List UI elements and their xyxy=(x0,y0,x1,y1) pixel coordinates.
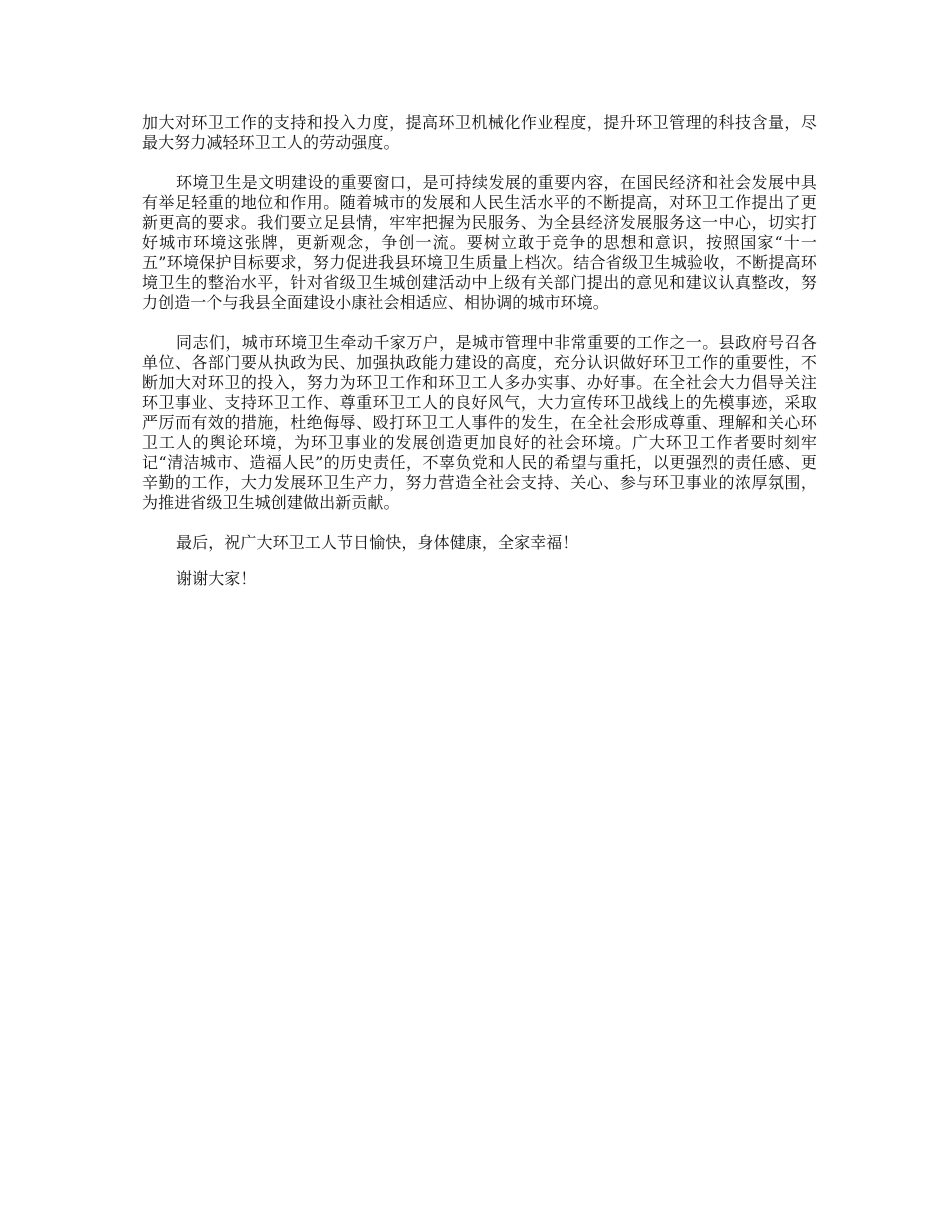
paragraph-comrades: 同志们，城市环境卫生牵动千家万户，是城市管理中非常重要的工作之一。县政府号召各单位、各部门要从执政为民、加强执政能力建设的高度，充分认识做好环卫工作的重要性，不断加大对环卫的投入，努力为环卫工作和环卫工人多办实事、办好事。在全社会大力倡导关注环卫事业、支持环卫工作、尊重环卫工人的良好风气，大力宣传环卫战线上的先模事迹，采取严厉而有效的措施，杜绝侮辱、殴打环卫工人事件的发生，在全社会形成尊重、理解和关心环卫工人的舆论环境，为环卫事业的发展创造更加良好的社会环境。广大环卫工作者要时刻牢记“清洁城市、造福人民”的历史责任，不辜负党和人民的希望与重托，以更强烈的责任感、更辛勤的工作，大力发展环卫生产力，努力营造全社会支持、关心、参与环卫事业的浓厚氛围，为推进省级卫生城创建做出新贡献。 xyxy=(142,333,817,512)
paragraph-environment-sanitation: 环境卫生是文明建设的重要窗口，是可持续发展的重要内容，在国民经济和社会发展中具有举足轻重的地位和作用。随着城市的发展和人民生活水平的不断提高，对环卫工作提出了更新更高的要求。我们要立足县情，牢牢把握为民服务、为全县经济发展服务这一中心，切实打好城市环境这张牌，更新观念，争创一流。要树立敢于竞争的思想和意识，按照国家“十一五”环境保护目标要求，努力促进我县环境卫生质量上档次。结合省级卫生城验收，不断提高环境卫生的整治水平，针对省级卫生城创建活动中上级有关部门提出的意见和建议认真整改，努力创造一个与我县全面建设小康社会相适应、相协调的城市环境。 xyxy=(142,173,817,312)
paragraph-thanks: 谢谢大家！ xyxy=(176,569,257,588)
document-body xyxy=(142,113,817,609)
paragraph-continuation: 加大对环卫工作的支持和投入力度，提高环卫机械化作业程度，提升环卫管理的科技含量，尽最大努力减轻环卫工人的劳动强度。 xyxy=(142,113,817,152)
paragraph-greeting: 最后，祝广大环卫工人节日愉快，身体健康，全家幸福！ xyxy=(176,533,579,552)
